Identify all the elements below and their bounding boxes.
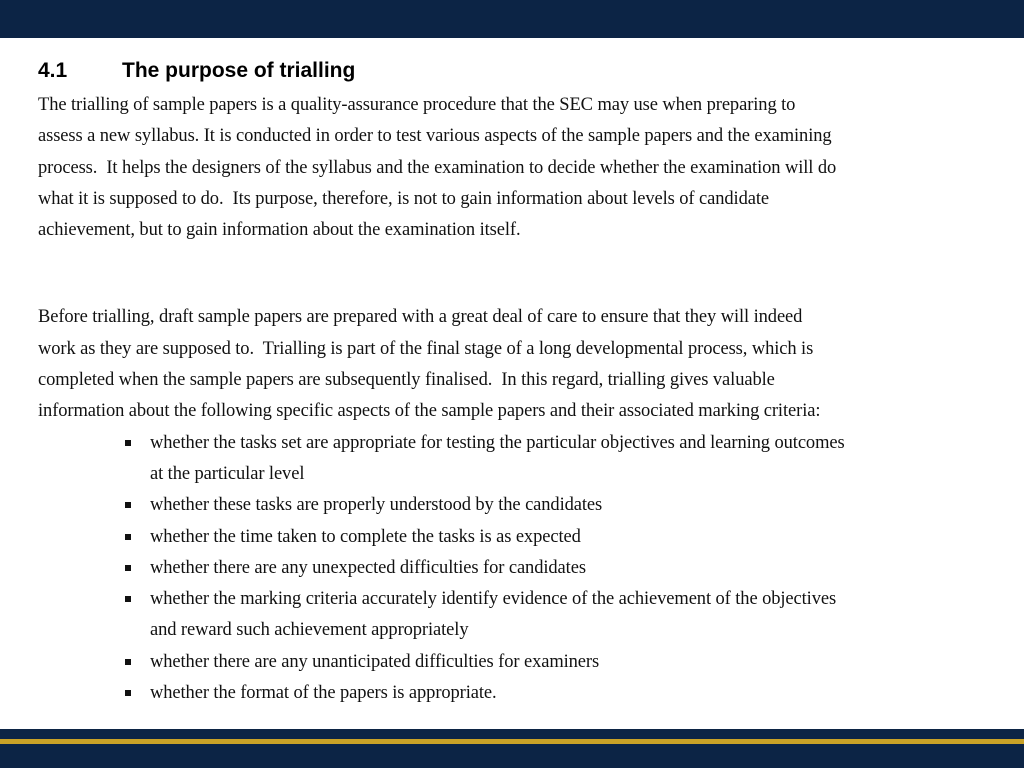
bullet-square-icon: [125, 659, 131, 665]
list-item-text: whether there are any unanticipated difficulties for examiners: [150, 651, 600, 672]
list-item-text: whether the marking criteria accurately identify evidence of the achievement of the objectives and reward such achievement appropriately: [150, 589, 837, 641]
list-item: [150, 428, 998, 491]
list-item: [150, 584, 998, 647]
bullet-square-icon: [125, 502, 131, 508]
list-item-text: whether these tasks are properly understood by the candidates: [150, 495, 603, 516]
list-item-text: whether the time taken to complete the tasks is as expected: [150, 526, 581, 547]
list-item: [150, 490, 998, 521]
bottom-banner: [0, 729, 1024, 768]
bullet-square-icon: [125, 534, 131, 540]
bullet-square-icon: [125, 690, 131, 696]
bullet-square-icon: [125, 565, 131, 571]
document-body: [38, 38, 998, 709]
top-banner: [0, 0, 1024, 38]
section-number: 4.1: [38, 59, 68, 82]
list-item-text: whether the tasks set are appropriate for testing the particular objectives and learning outcomes at the particular level: [150, 432, 845, 484]
gold-accent-stripe: [0, 739, 1024, 744]
bullet-square-icon: [125, 440, 131, 446]
paragraph-intro: The trialling of sample papers is a quality-assurance procedure that the SEC may use when preparing to assess a new syllabus. It is conducted in order to test various aspects of the sample papers and the examining process. It helps the designers of the syllabus and the examination to decide whether the examination will do what it is supposed to do. Its purpose, therefore, is not to gain information about levels of candidate achievement, but to gain information about the examination itself.: [38, 95, 837, 241]
list-item: [150, 678, 998, 709]
list-item: [150, 553, 998, 584]
bullet-square-icon: [125, 596, 131, 602]
list-item-text: whether there are any unexpected difficulties for candidates: [150, 557, 586, 578]
paragraph-before-trialling: Before trialling, draft sample papers are prepared with a great deal of care to ensure that they will indeed work as they are supposed to. Trialling is part of the final stage of a long developmental process, which is completed when the sample papers are subsequently finalised. In this regard, trialling gives valuable information about the following specific aspects of the sample papers and their associated marking criteria:: [38, 307, 821, 422]
list-item-text: whether the format of the papers is appropriate.: [150, 683, 497, 704]
section-heading: [38, 58, 998, 84]
list-item: [150, 647, 998, 678]
section-title: The purpose of trialling: [122, 59, 356, 82]
list-item: [150, 522, 998, 553]
aspects-list: [38, 428, 998, 710]
